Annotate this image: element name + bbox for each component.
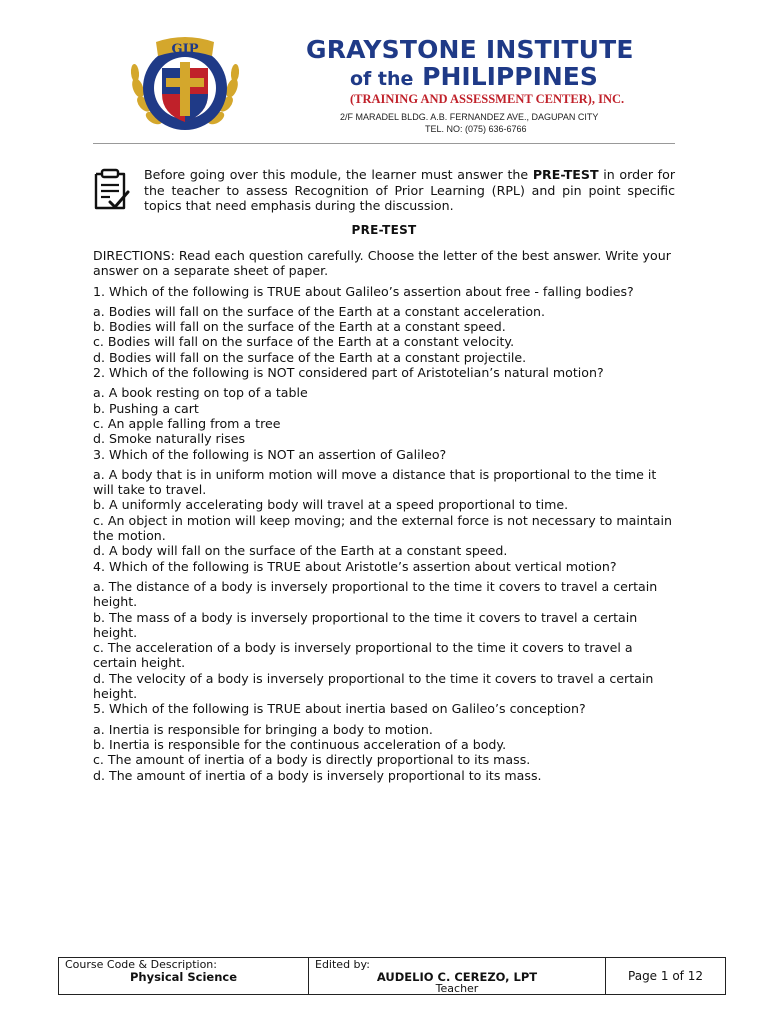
course-value: Physical Science	[129, 970, 238, 984]
question-text: 1. Which of the following is TRUE about Galileo’s assertion about free - falling bodies?	[93, 283, 634, 299]
edited-by-label: Edited by:	[315, 958, 370, 971]
option: c. An apple falling from a tree	[93, 415, 281, 431]
option: b. The mass of a body is inversely proportional to the time it covers to travel a certain height.	[93, 609, 638, 640]
option: d. Smoke naturally rises	[93, 431, 246, 447]
address-line: 2/F MARADEL BLDG. A.B. FERNANDEZ AVE., DAGUPAN CITY	[340, 112, 599, 122]
institution-name-line2	[306, 64, 666, 92]
option: b. Bodies will fall on the surface of the Earth at a constant speed.	[93, 319, 506, 335]
clipboard-check-icon	[90, 168, 130, 212]
option: b. A uniformly accelerating body will travel at a speed proportional to time.	[93, 497, 569, 513]
option: c. Bodies will fall on the surface of the Earth at a constant velocity.	[93, 334, 515, 350]
institution-name-of-the: of the	[350, 68, 414, 90]
page-number: Page 1 of 12	[628, 969, 703, 983]
institution-name-line1: GRAYSTONE INSTITUTE	[306, 35, 634, 64]
option: c. An object in motion will keep moving; and the external force is not necessary to maintain the motion.	[93, 512, 672, 544]
question-text: 5. Which of the following is TRUE about inertia based on Galileo’s conception?	[93, 701, 586, 717]
question-text: 2. Which of the following is NOT considered part of Aristotelian’s natural motion?	[93, 365, 604, 381]
question-options	[93, 467, 678, 559]
header-divider	[93, 143, 675, 144]
institution-logo	[126, 28, 244, 140]
footer-editor-cell	[309, 958, 606, 994]
footer-course-cell	[59, 958, 309, 994]
option: c. The acceleration of a body is inversely proportional to the time it covers to travel a certain height.	[93, 640, 633, 671]
option: d. The amount of inertia of a body is inversely proportional to its mass.	[93, 767, 542, 783]
intro-paragraph	[144, 167, 675, 214]
option: b. Pushing a cart	[93, 400, 199, 416]
option: c. The amount of inertia of a body is directly proportional to its mass.	[93, 752, 531, 768]
question-text: 3. Which of the following is NOT an assertion of Galileo?	[93, 446, 447, 462]
intro-text-before: Before going over this module, the learner must answer the	[144, 167, 533, 182]
course-label: Course Code & Description:	[65, 958, 217, 971]
option: d. The velocity of a body is inversely proportional to the time it covers to travel a certain height.	[93, 670, 654, 702]
question-options	[93, 579, 678, 701]
questions-section	[93, 248, 678, 783]
question-options	[93, 385, 678, 446]
editor-role: Teacher	[435, 982, 479, 995]
option: a. Bodies will fall on the surface of the Earth at a constant acceleration.	[93, 303, 546, 319]
option: a. The distance of a body is inversely proportional to the time it covers to travel a certain height.	[93, 578, 658, 610]
intro-text-after: in order for the teacher to assess Recognition of Prior Learning (RPL) and pin point specific topics that need emphasis during the discussion.	[144, 167, 675, 213]
option: a. A book resting on top of a table	[93, 385, 308, 401]
telephone-line: TEL. NO: (075) 636-6766	[425, 124, 527, 134]
question-options	[93, 304, 678, 365]
editor-name: AUDELIO C. CEREZO, LPT	[376, 970, 538, 984]
institution-name-philippines: PHILIPPINES	[422, 62, 598, 91]
question-options	[93, 722, 678, 783]
training-center-line: (TRAINING AND ASSESSMENT CENTER), INC.	[350, 92, 625, 106]
option: d. A body will fall on the surface of the Earth at a constant speed.	[93, 543, 508, 559]
footer-page-cell	[606, 958, 725, 994]
option: a. A body that is in uniform motion will move a distance that is proportional to the time it will take to travel.	[93, 466, 657, 498]
institution-name	[306, 36, 666, 92]
option: a. Inertia is responsible for bringing a body to motion.	[93, 721, 433, 737]
intro-text-bold: PRE-TEST	[532, 167, 599, 182]
directions-text: DIRECTIONS: Read each question carefully. Choose the letter of the best answer. Write your answer on a separate sheet of paper.	[93, 248, 671, 279]
footer-table	[58, 957, 726, 995]
option: b. Inertia is responsible for the continuous acceleration of a body.	[93, 736, 507, 752]
question-text: 4. Which of the following is TRUE about Aristotle’s assertion about vertical motion?	[93, 558, 617, 574]
logo-text: GIP	[171, 42, 199, 57]
option: d. Bodies will fall on the surface of the Earth at a constant projectile.	[93, 349, 527, 365]
pretest-heading: PRE-TEST	[351, 223, 417, 237]
